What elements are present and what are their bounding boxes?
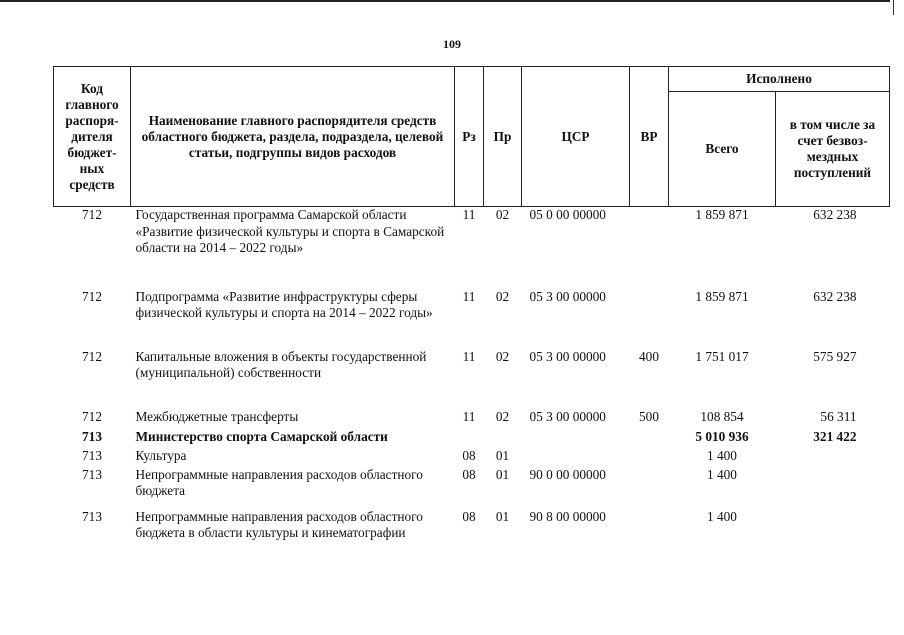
- cell-rz: 08: [462, 447, 476, 463]
- table-row: [54, 448, 890, 467]
- cell-name: Подпрограмма «Развитие инфраструктуры сферы физической культуры и спорта на 2014 – 2022 годы»: [135, 288, 433, 320]
- table-row: [54, 467, 890, 509]
- cell-csr: 05 3 00 00000: [529, 348, 606, 364]
- cell-csr: 05 0 00 00000: [529, 207, 606, 222]
- cell-pr: 02: [495, 348, 510, 364]
- cell-code: 713: [82, 428, 102, 444]
- cell-code: 712: [82, 408, 102, 424]
- cell-grants: 56 311: [820, 408, 857, 424]
- cell-total: 1 400: [707, 508, 737, 524]
- cell-name: Государственная программа Самарской области «Развитие физической культуры и спорта в Самарской области на 2014 – 2022 годы»: [135, 207, 445, 255]
- table-row: [54, 289, 890, 349]
- cell-total: 1 751 017: [695, 348, 749, 364]
- table-row: [54, 509, 890, 561]
- cell-name: Непрограммные направления расходов областного бюджета в области культуры и кинематографии: [135, 508, 423, 540]
- cell-pr: 01: [495, 447, 510, 463]
- cell-name: Межбюджетные трансферты: [135, 408, 299, 424]
- header-vr: ВР: [630, 67, 669, 207]
- cell-grants: 632 238: [813, 207, 857, 222]
- cell-rz: 11: [462, 348, 476, 364]
- cell-grants: 321 422: [813, 428, 857, 444]
- header-code: Код главного распоря-дителя бюджет-ных средств: [54, 67, 131, 207]
- header-pr: Пр: [484, 67, 522, 207]
- cell-vr: [630, 207, 669, 289]
- cell-name: Культура: [135, 447, 187, 463]
- cell-rz: 08: [462, 508, 476, 524]
- cell-code: 712: [82, 207, 102, 222]
- cell-pr: 01: [495, 466, 510, 482]
- cell-vr: 500: [639, 408, 659, 424]
- cell-grants: [776, 509, 890, 561]
- budget-table: [53, 66, 890, 561]
- cell-total: 1 859 871: [695, 288, 749, 304]
- table-row: [54, 207, 890, 289]
- cell-vr: [630, 289, 669, 349]
- header-name: Наименование главного распорядителя средств областного бюджета, раздела, подраздела, целевой статьи, подгруппы видов расходов: [131, 67, 455, 207]
- cell-vr: [630, 448, 669, 467]
- cell-total: 1 400: [707, 466, 737, 482]
- cell-name: Капитальные вложения в объекты государственной (муниципальной) собственности: [135, 348, 427, 380]
- cell-code: 712: [82, 288, 102, 304]
- header-grants: в том числе за счет безвоз-мездных поступлений: [776, 92, 890, 207]
- cell-code: 713: [82, 508, 102, 524]
- cell-csr: [522, 429, 630, 448]
- cell-vr: 400: [639, 348, 659, 364]
- cell-vr: [630, 429, 669, 448]
- cell-rz: 11: [462, 408, 476, 424]
- cell-rz: [455, 429, 484, 448]
- cell-csr: 90 8 00 00000: [529, 508, 606, 524]
- cell-rz: 08: [462, 466, 476, 482]
- top-border-line: [0, 0, 890, 2]
- cell-grants: 575 927: [813, 348, 857, 364]
- cell-grants: [776, 448, 890, 467]
- cell-grants: [776, 467, 890, 509]
- cell-code: 713: [82, 466, 102, 482]
- cell-total: 108 854: [700, 408, 744, 424]
- cell-code: 713: [82, 447, 102, 463]
- header-executed: Исполнено: [669, 67, 890, 92]
- right-edge-line: [893, 0, 894, 15]
- header-csr: ЦСР: [522, 67, 630, 207]
- header-total: Всего: [669, 92, 776, 207]
- header-rz: Рз: [455, 67, 484, 207]
- cell-total: 1 400: [707, 447, 737, 463]
- cell-rz: 11: [462, 207, 476, 222]
- cell-pr: 02: [495, 207, 510, 222]
- cell-csr: 05 3 00 00000: [529, 288, 606, 304]
- cell-csr: 90 0 00 00000: [529, 466, 606, 482]
- cell-total: 1 859 871: [695, 207, 749, 222]
- cell-pr: 02: [495, 408, 510, 424]
- table-row: [54, 349, 890, 409]
- cell-csr: [522, 448, 630, 467]
- cell-grants: 632 238: [813, 288, 857, 304]
- cell-code: 712: [82, 348, 102, 364]
- table-body: [54, 207, 890, 561]
- cell-name: Министерство спорта Самарской области: [135, 428, 388, 444]
- cell-pr: 02: [495, 288, 510, 304]
- table-row: [54, 429, 890, 448]
- cell-pr: [484, 429, 522, 448]
- cell-vr: [630, 467, 669, 509]
- cell-rz: 11: [462, 288, 476, 304]
- cell-total: 5 010 936: [695, 428, 749, 444]
- cell-csr: 05 3 00 00000: [529, 408, 606, 424]
- cell-name: Непрограммные направления расходов областного бюджета: [135, 466, 423, 498]
- cell-vr: [630, 509, 669, 561]
- cell-pr: 01: [495, 508, 510, 524]
- page-number: 109: [443, 37, 461, 51]
- table-row: [54, 409, 890, 429]
